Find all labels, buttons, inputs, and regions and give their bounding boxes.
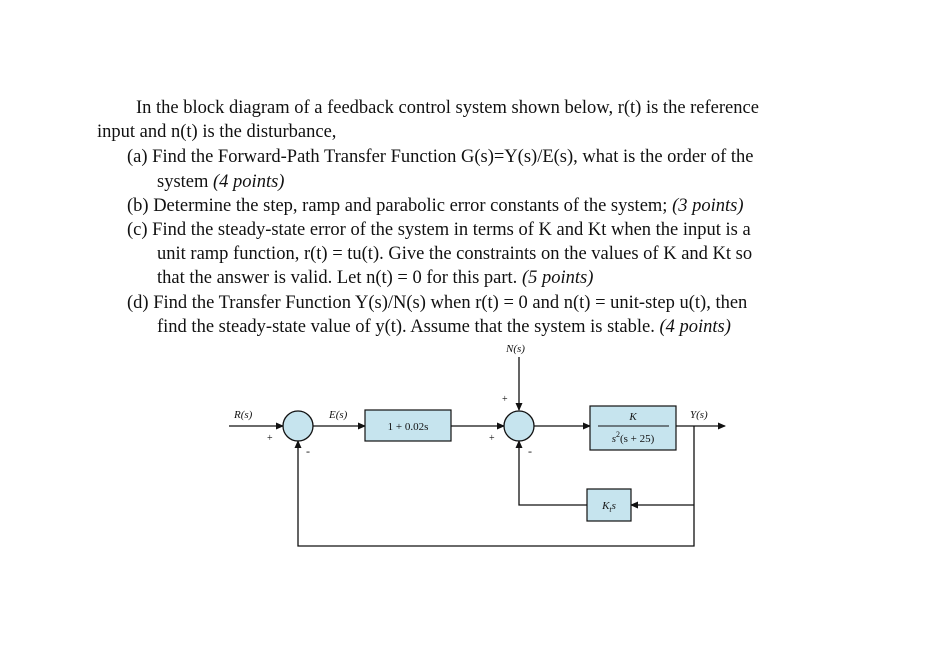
- sum1-minus-sign: -: [306, 444, 310, 458]
- part-a-text: system: [157, 172, 214, 192]
- feedback-subscript: t: [609, 505, 612, 514]
- part-c-line-2: unit ramp function, r(t) = tu(t). Give the constraints on the values of K and Kt so: [157, 244, 753, 264]
- part-c-points: (5 points): [521, 268, 594, 288]
- sum2-minus-sign: -: [528, 444, 532, 458]
- part-d-line-1: (d) Find the Transfer Function Y(s)/N(s) when r(t) = 0 and n(t) = unit-step u(t), then: [127, 293, 748, 313]
- output-label: Y(s): [690, 409, 708, 421]
- part-d-points: (4 points): [659, 317, 731, 337]
- part-a-line-1: (a) Find the Forward-Path Transfer Function G(s)=Y(s)/E(s), what is the order of the: [127, 147, 754, 167]
- feedback-k: K: [602, 500, 610, 512]
- part-b-text: (b) Determine the step, ramp and parabolic error constants of the system;: [127, 196, 673, 216]
- part-c-text: that the answer is valid. Let n(t) = 0 for this part.: [157, 268, 522, 288]
- part-c-line-1: (c) Find the steady-state error of the system in terms of K and Kt when the input is a: [127, 220, 751, 240]
- plant-denominator-rest: (s + 25): [619, 433, 655, 445]
- plant-denominator-s: s: [611, 433, 616, 445]
- summing-junction-2: [504, 411, 534, 441]
- input-label: R(s): [234, 409, 253, 421]
- plant-denominator-exponent: 2: [615, 430, 620, 439]
- part-a-points: (4 points): [213, 172, 285, 192]
- controller-transfer-function: 1 + 0.02s: [387, 421, 429, 433]
- disturbance-label: N(s): [506, 343, 525, 355]
- summing-junction-1: [283, 411, 313, 441]
- intro-line-1: In the block diagram of a feedback control system shown below, r(t) is the reference: [136, 98, 759, 118]
- plant-numerator: K: [629, 411, 637, 423]
- sum2-left-plus-sign: +: [489, 433, 495, 444]
- sum1-plus-sign: +: [267, 433, 273, 444]
- tachometer-transfer-function: [601, 500, 616, 514]
- error-label: E(s): [329, 409, 348, 421]
- part-b-points: (3 points): [672, 196, 744, 216]
- sum2-top-plus-sign: +: [502, 394, 508, 405]
- feedback-s: s: [611, 500, 616, 512]
- outer-feedback-return: [298, 441, 694, 546]
- part-d-text: find the steady-state value of y(t). Assume that the system is stable.: [157, 317, 660, 337]
- intro-line-2: input and n(t) is the disturbance,: [97, 122, 337, 142]
